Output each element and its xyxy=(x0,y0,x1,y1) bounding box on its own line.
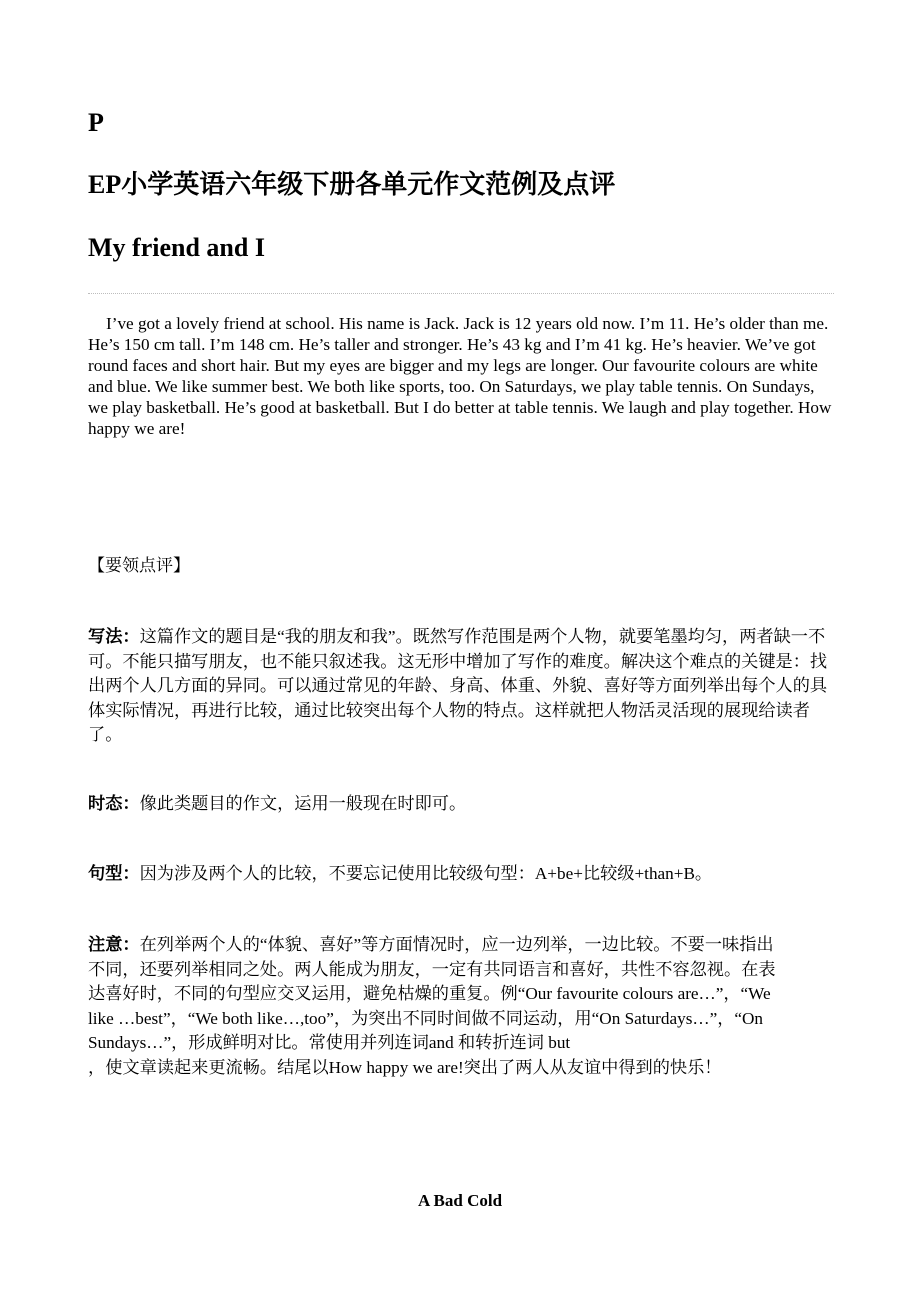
comment-notes-line-6: ，使文章读起来更流畅。结尾以How happy we are!突出了两人从友谊中得到的快乐！ xyxy=(88,1057,722,1077)
document-title: EP小学英语六年级下册各单元作文范例及点评 xyxy=(88,170,616,199)
comment-sentence-pattern xyxy=(88,862,832,887)
comment-text-tense: 像此类题目的作文，运用一般现在时即可。 xyxy=(139,794,467,813)
comment-text-writing-method: 这篇作文的题目是“我的朋友和我”。既然写作范围是两个人物，就要笔墨均匀，两者缺一不可。不能只描写朋友，也不能只叙述我。这无形中增加了写作的难度。解决这个难点的关键是：找出两个人几方面的异同。可以通过常见的年龄、身高、体重、外貌、喜好等方面列举出每个人的具体实际情况，再进行比较，通过比较突出每个人物的特点。这样就把人物活灵活现的展现给读者了。 xyxy=(88,627,828,744)
heading-letter-p: P xyxy=(88,108,104,137)
comment-writing-method xyxy=(88,625,832,748)
comment-notes-line-1 xyxy=(88,933,832,958)
comment-notes xyxy=(88,933,832,1080)
comment-notes-line-2: 不同，还要列举相同之处。两人能成为朋友，一定有共同语言和喜好，共性不容忽视。在表 xyxy=(88,959,776,979)
comment-label-tense: 时态： xyxy=(88,794,140,813)
comment-notes-line-5: Sundays…”，形成鲜明对比。常使用并列连词and 和转折连词 but xyxy=(88,1033,571,1052)
essay-title: My friend and I xyxy=(88,233,265,262)
comment-label-sentence-pattern: 句型： xyxy=(88,864,140,883)
comment-notes-line-3: 达喜好时，不同的句型应交叉运用，避免枯燥的重复。例“Our favourite colours are…”，“We xyxy=(88,984,771,1003)
section-label-key-points: 【要领点评】 xyxy=(88,556,190,575)
essay-body: I’ve got a lovely friend at school. His name is Jack. Jack is 12 years old now. I’m 11. He’s older than me. He’s 150 cm tall. I’m 148 cm. He’s taller and stronger. He’s 43 kg and I’m 41 kg. He’s heavier. We’ve got round faces and short hair. But my eyes are bigger and my legs are longer. Our favourite colours are white and blue. We like summer best. We both like sports, too. On Saturdays, we play table tennis. On Sundays, we play basketball. He’s good at basketball. But I do better at table tennis. We laugh and play together. How happy we are! xyxy=(88,314,832,438)
comment-tense xyxy=(88,792,832,817)
next-essay-title: A Bad Cold xyxy=(417,1191,503,1210)
comment-text-sentence-pattern: 因为涉及两个人的比较，不要忘记使用比较级句型：A+be+比较级+than+B。 xyxy=(139,864,713,883)
dotted-divider xyxy=(88,293,834,294)
comment-notes-text-1: 在列举两个人的“体貌、喜好”等方面情况时，应一边列举，一边比较。不要一味指出 xyxy=(139,935,774,954)
comment-label-notes: 注意： xyxy=(88,935,140,954)
comment-label-writing-method: 写法： xyxy=(88,627,140,646)
comment-notes-line-4: like …best”，“We both like…,too”，为突出不同时间做不同运动，用“On Saturdays…”，“On xyxy=(88,1008,764,1028)
